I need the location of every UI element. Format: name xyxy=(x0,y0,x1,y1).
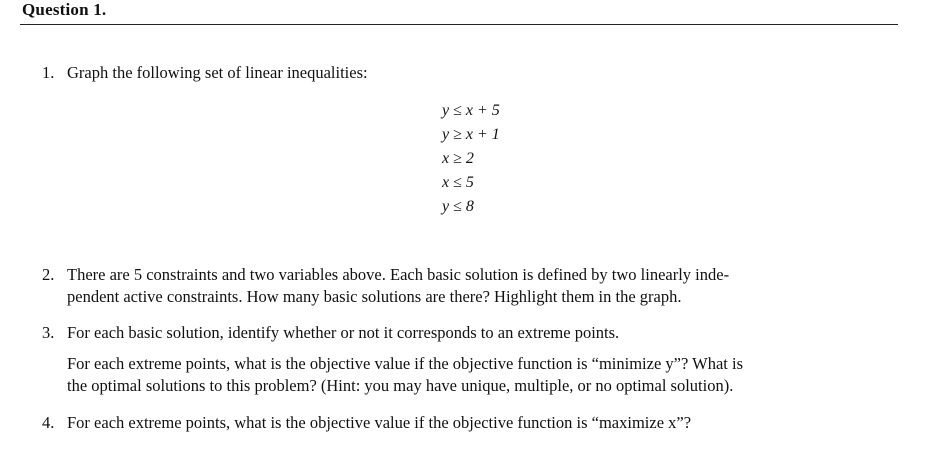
paragraph-line-1: For each extreme points, what is the objective value if the objective function is “minimize y”? What is xyxy=(67,354,743,373)
inequality-list xyxy=(442,99,500,219)
inequality-5: y ≤ 8 xyxy=(442,198,474,215)
item-text: For each basic solution, identify whether or not it corresponds to an extreme points. xyxy=(67,323,620,342)
item-text: Graph the following set of linear inequalities: xyxy=(67,63,368,82)
inequality-3: x ≥ 2 xyxy=(442,150,474,167)
item-text: For each extreme points, what is the objective value if the objective function is “maximize x”? xyxy=(67,413,692,432)
item-number: 2. xyxy=(42,265,55,284)
inequality-2: y ≥ x + 1 xyxy=(442,126,500,143)
item-3-paragraph xyxy=(67,353,902,397)
title-divider xyxy=(20,24,898,25)
item-text-line-2: pendent active constraints. How many basic solutions are there? Highlight them in the graph. xyxy=(67,287,682,306)
paragraph-line-2: the optimal solutions to this problem? (Hint: you may have unique, multiple, or no optimal solution). xyxy=(67,376,734,395)
inequality-4: x ≤ 5 xyxy=(442,174,474,191)
item-text xyxy=(67,264,902,308)
item-text-line-1: There are 5 constraints and two variables above. Each basic solution is defined by two linearly inde- xyxy=(67,265,730,284)
item-number: 3. xyxy=(42,323,55,342)
item-number: 4. xyxy=(42,413,55,432)
inequality-1: y ≤ x + 5 xyxy=(442,102,500,119)
question-title: Question 1. xyxy=(22,0,107,19)
item-number: 1. xyxy=(42,63,55,82)
